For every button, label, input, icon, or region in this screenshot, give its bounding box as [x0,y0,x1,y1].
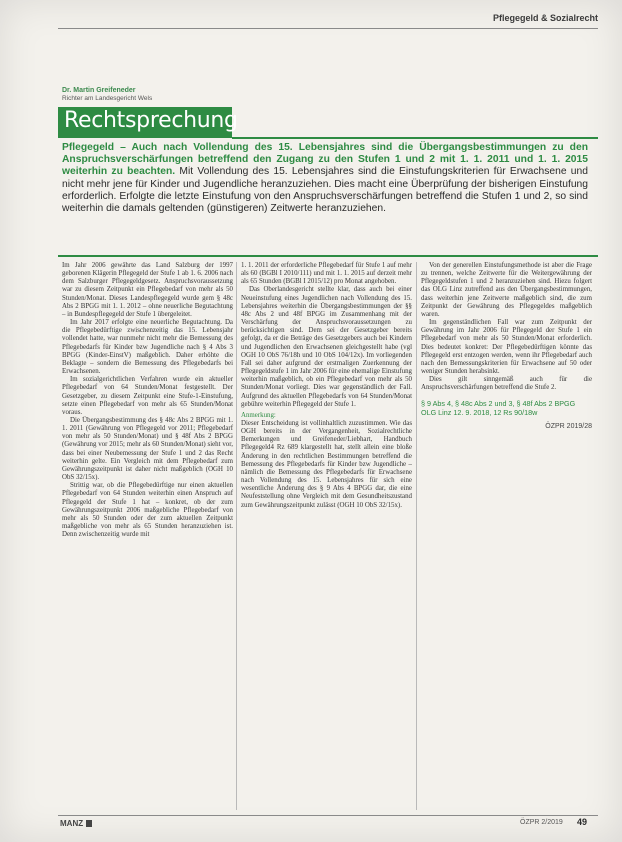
statute-reference: § 9 Abs 4, § 48c Abs 2 und 3, § 48f Abs 2 BPGG [421,398,576,408]
paragraph: 1. 1. 2011 der erforderliche Pflegebedarf für Stufe 1 auf mehr als 60 (BGBl I 2010/111) und mit 1. 1. 2015 auf derzeit mehr als 65 Stunden (BGBl I 2015/12) pro Monat angehoben. [241,262,412,286]
column-divider [236,262,237,810]
article-reference: ÖZPR 2019/28 [545,422,592,430]
author-role: Richter am Landesgericht Wels [62,94,153,102]
lead-text: Mit Vollendung des 15. Lebensjahres sind die Einstufungskriterien für Erwachsene und nicht mehr jene für Kinder und Jugendliche heranzuziehen. Dies macht eine Überprüfung der bisherigen Einstufung erforderlich. Erfolgte die letzte Einstufung von den Anspruchsverschärfungen betreffend die Stufen 1 und 2, so sind weiterhin die damals geltenden (günstigeren) Zeitwerte heranzuziehen. [62,166,588,215]
issue-reference: ÖZPR 2/2019 [520,819,563,826]
paragraph: Im gegenständlichen Fall war zum Zeitpunkt der Gewährung im Jahr 2006 für Pflegegeld der Stufe 1 ein Pflegebedarf von mehr als 50 Stunden/Monat erforderlich. Dies bedeutet konkret: Der Pflegebedürftigen könnte das Pflegegeld erst entzogen werden, wenn ihr Pflegebedarf auch nach den Bemessungskriterien für Erwachsene auf 50 oder weniger Stunden herabsinkt. [421,319,592,376]
paragraph: Das Oberlandesgericht stellte klar, dass auch bei einer Neueinstufung eines Jugendlichen nach Vollendung des 15. Lebensjahres weiterhin die Übergangsbestimmungen der §§ 48c Abs 2 und 48f BPGG im Zusammenhang mit der Verschärfung der Anspruchsvoraussetzungen zu berücksichtigen sind. Dem sei der Gesetzgeber bereits gefolgt, da er die Beträge des Gesetzgebers auch bei Kindern und Jugendlichen den Erwachsenen gleichgestellt habe (vgl OGH 10 ObS 76/18h und 10 ObS 104/12x). Im vorliegenden Fall sei daher aufgrund der erstmaligen Zuerkennung der Pflegegeldstufe 1 im Jahr 2006 für eine ehemalige Einstufung weiterhin maßgeblich, ob ein Pflegebedarf von mehr als 50 Stunden/Monat vorliegt. Dies war gegenständlich der Fall. Aufgrund des aktuellen Pflegebedarfs von 64 Stunden/Monat gebühre weiterhin Pflegegeld der Stufe 1. [241,286,412,408]
court-reference: OLG Linz 12. 9. 2018, 12 Rs 90/18w [421,407,538,417]
column-2 [241,262,412,510]
title-banner [58,107,238,138]
paragraph: Dieser Entscheidung ist vollinhaltlich zuzustimmen. Wie das OGH bereits in der Vergangenheit, Sozialrechtliche Bemerkungen und Greifeneder/Liebhart, Handbuch Pflegegeld4 Rz 689 klargestellt hat, stellt allein eine bloße Änderung in den rechtlichen Bestimmungen betreffend die Bemessung des Pflegebedarfs für Kinder bzw Jugendliche – nämlich die Bemessung des Pflegebedarfs für Erwachsene nach Vollendung des 15. Lebensjahres für sich eine wesentliche Änderung des § 9 Abs 4 BPGG dar, die eine Neufeststellung ohne Vergleich mit dem Gesundheitszustand zum Gewährungszeitpunkt zulässt (OGH 10 ObS 32/15x). [241,419,412,509]
paragraph: Dies gilt sinngemäß auch für die Anspruchsverschärfungen betreffend die Stufe 2. [421,376,592,392]
header-rule [58,28,598,29]
page-title: Rechtsprechung [64,108,238,133]
lead-rule [58,255,598,257]
publisher-mark-icon [86,820,92,827]
paragraph: Im Jahr 2017 erfolgte eine neuerliche Begutachtung. Da die Pflegebedürftige zwischenzeitig das 15. Lebensjahr vollendet hatte, war nunmehr nicht mehr die Bemessung des Pflegebedarfs für Kinder bzw Jugendliche nach § 4 Abs 3 BPGG (Kinder-EinstV) maßgeblich. Daher erhöhte die Beklagte – sondern die Bemessung des Pflegebedarfs bei Erwachsenen. [62,319,233,376]
paragraph: Die Übergangsbestimmung des § 48c Abs 2 BPGG mit 1. 1. 2011 (Gewährung von Pflegegeld vor 2011; Pflegebedarf von mehr als 50 Stunden/Monat) und § 48f Abs 2 BPGG (Gewährung vor 2015; mehr als 60 Stunden/Monat) sieht vor, dass bei einer Neubemessung der Stufe 1 und 2 das Recht weiterhin gelte. Ein Vergleich mit dem Pflegebedarf zum Gewährungszeitpunkt ist daher nicht maßgeblich (OGH 10 ObS 32/15x). [62,416,233,482]
column-1 [62,262,233,539]
author-name: Dr. Martin Greifeneder [62,87,136,94]
footer-rule [58,815,598,816]
column-divider [416,262,417,810]
author-block [62,87,152,102]
lead-paragraph [62,142,588,215]
publisher-logo [60,819,92,828]
lead-highlight: Pflegegeld – Auch nach Vollendung des 15. Lebensjahres sind die Übergangsbestimmungen zu den Anspruchsverschärfungen betreffend den Zugang zu den Stufen 1 und 2 mit 1. 1. 2011 und 1. 1. 2015 weiterhin zu beachten. [62,142,588,178]
section-header: Pflegegeld & Sozialrecht [492,13,598,23]
column-3 [421,262,592,431]
paragraph: Im Jahr 2006 gewährte das Land Salzburg der 1997 geborenen Klägerin Pflegegeld der Stufe 1 ab 1. 6. 2006 nach dem Salzburger Pflegegeldgesetz. Anspruchsvoraussetzung war zu diesem Zeitpunkt ein Pflegebedarf von mehr als 50 Stunden/Monat. Dieses Landespflegegeld wurde gem § 48c Abs 2 BPGG mit 1. 1. 2012 – ohne neuerliche Begutachtung – in Bundespflegegeld der Stufe 1 übergeleitet. [62,262,233,318]
note-heading: Anmerkung: [241,411,276,419]
page-number: 49 [577,817,588,827]
legal-citation [421,399,592,417]
publisher-name: MANZ [60,819,84,828]
paragraph: Im sozialgerichtlichen Verfahren wurde ein aktueller Pflegebedarf von 64 Stunden/Monat festgestellt. Der Gesetzgeber, zu diesem Zeitpunkt eine Stufe-1-Einstufung, setzte einen Pflegebedarf von mehr als 65 Stunden/Monat voraus. [62,376,233,416]
title-rule [232,137,598,139]
paragraph: Strittig war, ob die Pflegebedürftige nur einen aktuellen Pflegebedarf von 64 Stunden weiterhin einen Anspruch auf Pflegegeld der Stufe 1 hat – konkret, ob der zum Gewährungszeitpunkt 2006 maßgebliche Pflegebedarf von mehr als 50 Stunden oder der zum aktuellen Zeitpunkt maßgebliche von mehr als 65 Stunden heranzuziehen ist. Denn zwischenzeitig wurde mit [62,482,233,539]
paragraph: Von der generellen Einstufungsmethode ist aber die Frage zu trennen, welche Zeitwerte für die Weitergewährung der Pflegegeldstufen 1 und 2 heranzuziehen sind. Hiezu folgert das OLG Linz zutreffend aus den Übergangsbestimmungen, dass weiterhin jene Zeitwerte maßgeblich sind, die zum Zeitpunkt der Gewährung des Pflegegeldes maßgeblich waren. [421,262,592,318]
